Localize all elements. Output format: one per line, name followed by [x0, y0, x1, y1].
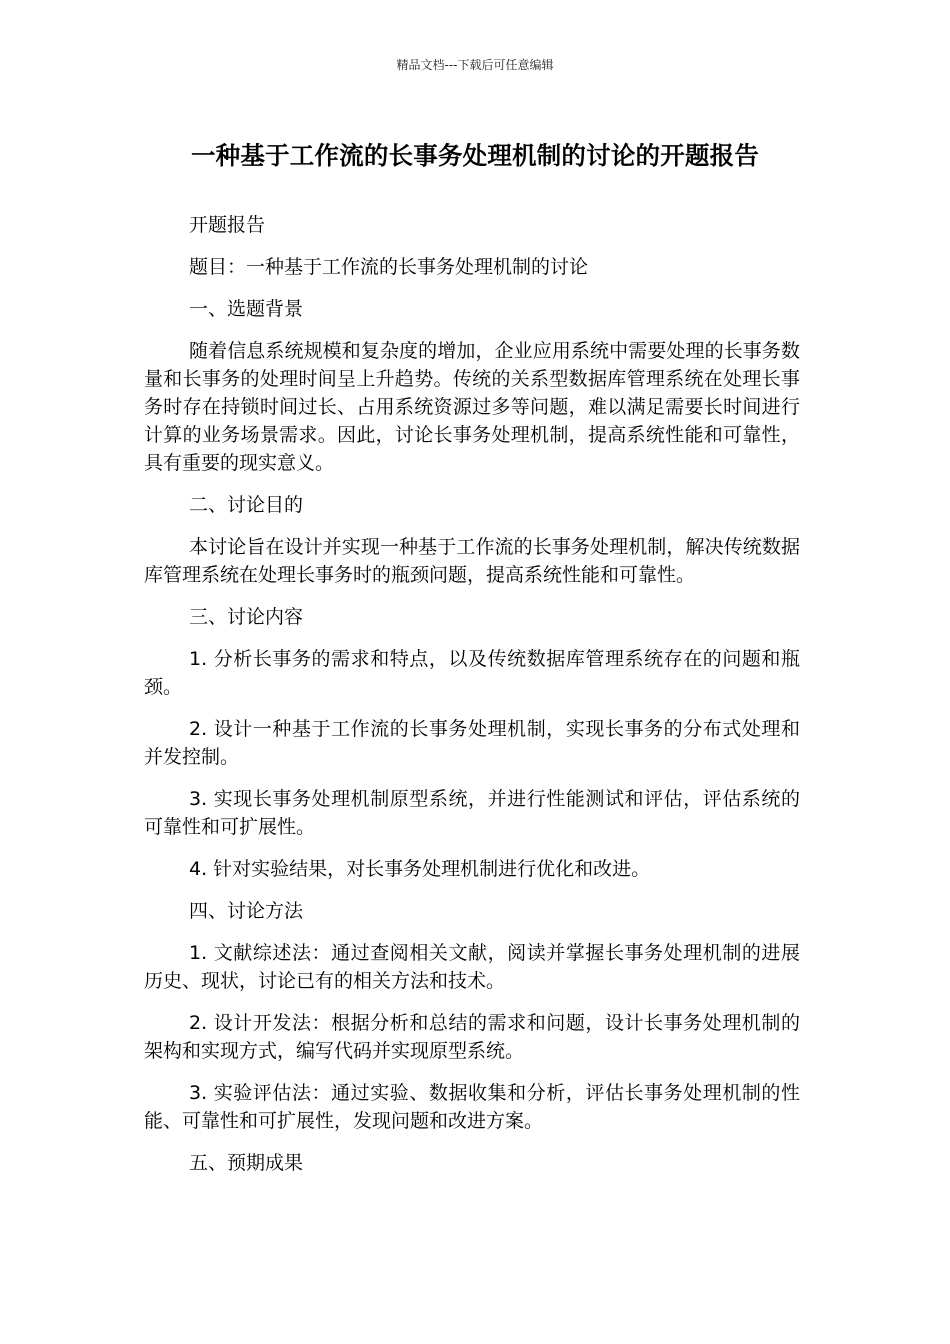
report-label: 开题报告: [189, 214, 266, 236]
header-note: 精品文档---下载后可任意编辑: [396, 58, 554, 72]
section-heading-content: 三、讨论内容: [189, 606, 304, 628]
method-item: 1. 文献综述法：通过查阅相关文献，阅读并掌握长事务处理机制的进展历史、现状，讨论已有的相关方法和技术。: [144, 942, 800, 992]
document-title: 一种基于工作流的长事务处理机制的讨论的开题报告: [190, 141, 760, 170]
document-body: [144, 211, 800, 1191]
section-heading-methods: 四、讨论方法: [189, 900, 304, 922]
background-paragraph: 随着信息系统规模和复杂度的增加，企业应用系统中需要处理的长事务数量和长事务的处理时间呈上升趋势。传统的关系型数据库管理系统在处理长事务时存在持锁时间过长、占用系统资源过多等问题，难以满足需要长时间进行计算的业务场景需求。因此，讨论长事务处理机制，提高系统性能和可靠性，具有重要的现实意义。: [144, 340, 800, 474]
content-item: 2. 设计一种基于工作流的长事务处理机制，实现长事务的分布式处理和并发控制。: [144, 718, 800, 768]
content-item: 3. 实现长事务处理机制原型系统，并进行性能测试和评估，评估系统的可靠性和可扩展性。: [144, 788, 800, 838]
purpose-paragraph: 本讨论旨在设计并实现一种基于工作流的长事务处理机制，解决传统数据库管理系统在处理长事务时的瓶颈问题，提高系统性能和可靠性。: [144, 536, 800, 586]
section-heading-background: 一、选题背景: [189, 298, 304, 320]
content-item: 1. 分析长事务的需求和特点，以及传统数据库管理系统存在的问题和瓶颈。: [144, 648, 800, 698]
content-item: 4. 针对实验结果，对长事务处理机制进行优化和改进。: [189, 858, 651, 880]
topic-line: 题目：一种基于工作流的长事务处理机制的讨论: [189, 256, 589, 278]
section-heading-expected-results: 五、预期成果: [189, 1152, 304, 1174]
section-heading-purpose: 二、讨论目的: [189, 494, 304, 516]
method-item: 2. 设计开发法：根据分析和总结的需求和问题，设计长事务处理机制的架构和实现方式，编写代码并实现原型系统。: [144, 1012, 800, 1062]
method-item: 3. 实验评估法：通过实验、数据收集和分析，评估长事务处理机制的性能、可靠性和可扩展性，发现问题和改进方案。: [144, 1082, 800, 1132]
